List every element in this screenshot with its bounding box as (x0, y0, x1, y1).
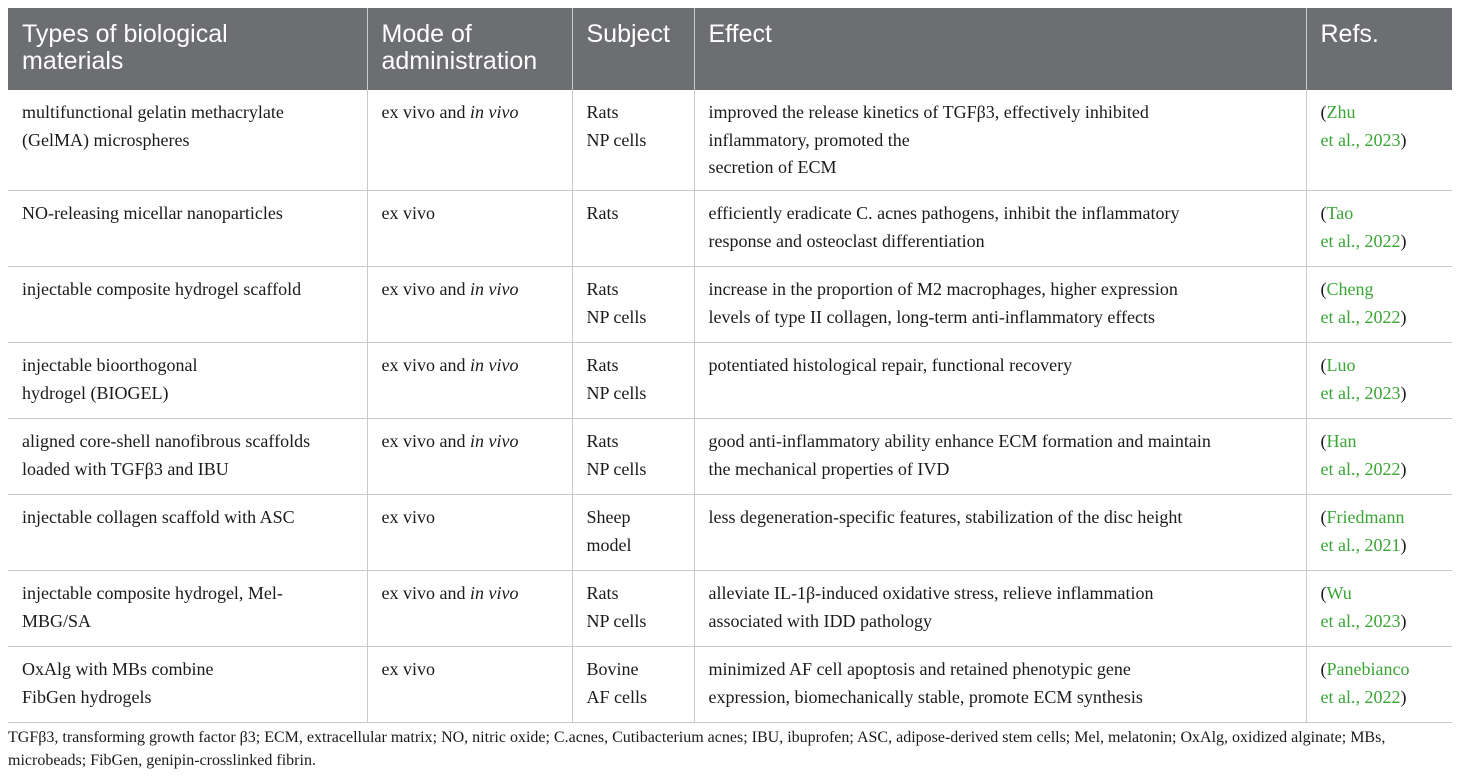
cell-subject-line: Rats (586, 431, 619, 451)
data-table (8, 8, 1452, 723)
ref-link-author[interactable]: Panebianco (1326, 659, 1410, 679)
cell-ref (1306, 343, 1452, 419)
cell-subject-line: AF cells (586, 686, 647, 707)
ref-line (1321, 352, 1441, 380)
cell-effect-line: the mechanical properties of IVD (708, 458, 950, 479)
table-row (8, 267, 1452, 343)
ref-link-author[interactable]: Friedmann (1326, 507, 1405, 527)
header-materials (8, 8, 367, 90)
cell-effect-line: secretion of ECM (708, 157, 837, 177)
cell-subject-line: Rats (586, 355, 619, 375)
ref-paren-open: ( (1320, 659, 1327, 679)
ref-link-author[interactable]: Cheng (1326, 279, 1374, 299)
cell-material-line: injectable bioorthogonal (22, 355, 198, 375)
cell-subject (572, 647, 694, 723)
ref-link-author[interactable]: Wu (1326, 583, 1352, 603)
mode-text: ex vivo (381, 507, 435, 527)
cell-subject-line: NP cells (586, 458, 647, 479)
cell-effect-line: good anti-inflammatory ability enhance ECM formation and maintain (708, 431, 1211, 451)
ref-paren-close: ) (1400, 534, 1407, 555)
cell-subject-line: NP cells (586, 610, 647, 631)
cell-effect (694, 90, 1306, 191)
table-row (8, 343, 1452, 419)
cell-material-line: multifunctional gelatin methacrylate (22, 102, 284, 122)
ref-link-year[interactable]: et al., 2022 (1320, 686, 1401, 707)
header-subject (572, 8, 694, 90)
header-row (8, 8, 1452, 90)
cell-mode (367, 647, 572, 723)
ref-line (1321, 684, 1441, 712)
mode-text: ex vivo and (381, 355, 470, 375)
ref-link-author[interactable]: Tao (1326, 203, 1354, 223)
cell-mode (367, 191, 572, 267)
header-text: materials (22, 47, 124, 75)
cell-material-line: loaded with TGFβ3 and IBU (22, 458, 229, 479)
mode-text: ex vivo and (381, 431, 470, 451)
mode-in-vivo: in vivo (469, 583, 519, 603)
cell-material-line: injectable collagen scaffold with ASC (22, 507, 295, 527)
ref-paren-close: ) (1400, 458, 1407, 479)
table-row (8, 647, 1452, 723)
cell-subject (572, 267, 694, 343)
cell-effect-line: inflammatory, promoted the (708, 129, 910, 150)
ref-line (1321, 200, 1441, 228)
cell-material-line: (GelMA) microspheres (22, 129, 190, 150)
ref-line (1321, 504, 1441, 532)
ref-line (1321, 580, 1441, 608)
cell-ref (1306, 191, 1452, 267)
header-effect (694, 8, 1306, 90)
cell-subject-line: Rats (586, 102, 619, 122)
cell-subject-line: NP cells (586, 129, 647, 150)
cell-effect-line: associated with IDD pathology (708, 610, 932, 631)
cell-material-line: FibGen hydrogels (22, 686, 152, 707)
header-text: Mode of (381, 20, 472, 48)
cell-effect-line: increase in the proportion of M2 macrophages, higher expression (708, 279, 1178, 299)
ref-link-author[interactable]: Han (1326, 431, 1357, 451)
cell-material (8, 419, 367, 495)
ref-paren-close: ) (1400, 230, 1407, 251)
cell-effect-line: less degeneration-specific features, stabilization of the disc height (708, 507, 1183, 527)
header-text: Refs. (1320, 20, 1379, 48)
ref-link-year[interactable]: et al., 2022 (1320, 230, 1401, 251)
ref-paren-open: ( (1320, 203, 1327, 223)
cell-material (8, 571, 367, 647)
cell-subject-line: NP cells (586, 382, 647, 403)
mode-text: ex vivo and (381, 102, 470, 122)
cell-subject-line: NP cells (586, 306, 647, 327)
table-row (8, 419, 1452, 495)
ref-line (1321, 228, 1441, 256)
ref-line (1321, 532, 1441, 560)
cell-effect-line: improved the release kinetics of TGFβ3, effectively inhibited (708, 102, 1149, 122)
ref-line (1321, 276, 1441, 304)
cell-effect (694, 191, 1306, 267)
mode-text: ex vivo (381, 203, 435, 223)
ref-line (1321, 656, 1441, 684)
cell-ref (1306, 495, 1452, 571)
cell-effect (694, 495, 1306, 571)
mode-in-vivo: in vivo (469, 355, 519, 375)
cell-subject-line: Bovine (586, 659, 639, 679)
ref-paren-open: ( (1320, 102, 1327, 122)
ref-line (1321, 456, 1441, 484)
ref-paren-open: ( (1320, 507, 1327, 527)
cell-mode (367, 90, 572, 191)
cell-effect-line: expression, biomechanically stable, promote ECM synthesis (708, 686, 1143, 707)
cell-effect-line: potentiated histological repair, functional recovery (708, 355, 1073, 375)
ref-paren-close: ) (1400, 382, 1407, 403)
ref-line (1321, 380, 1441, 408)
ref-paren-open: ( (1320, 355, 1327, 375)
cell-subject-line: Rats (586, 583, 619, 603)
cell-material-line: NO-releasing micellar nanoparticles (22, 203, 283, 223)
cell-material (8, 647, 367, 723)
ref-paren-open: ( (1320, 431, 1327, 451)
table-container (8, 8, 1452, 723)
table-row (8, 571, 1452, 647)
cell-mode (367, 267, 572, 343)
table-row (8, 90, 1452, 191)
mode-text: ex vivo (381, 659, 435, 679)
ref-link-author[interactable]: Zhu (1326, 102, 1356, 122)
cell-subject (572, 571, 694, 647)
mode-text: ex vivo and (381, 279, 470, 299)
ref-line (1321, 99, 1441, 127)
table-body (8, 90, 1452, 723)
cell-subject (572, 495, 694, 571)
ref-paren-close: ) (1400, 306, 1407, 327)
cell-material-line: injectable composite hydrogel, Mel- (22, 583, 283, 603)
cell-ref (1306, 647, 1452, 723)
ref-paren-open: ( (1320, 279, 1327, 299)
cell-effect (694, 419, 1306, 495)
cell-material-line: injectable composite hydrogel scaffold (22, 279, 302, 299)
header-refs (1306, 8, 1452, 90)
ref-link-year[interactable]: et al., 2023 (1320, 610, 1401, 631)
mode-in-vivo: in vivo (469, 431, 519, 451)
ref-link-year[interactable]: et al., 2023 (1320, 382, 1401, 403)
cell-subject-line: Sheep (586, 507, 631, 527)
ref-line (1321, 428, 1441, 456)
cell-mode (367, 419, 572, 495)
cell-material (8, 495, 367, 571)
cell-effect (694, 571, 1306, 647)
cell-effect (694, 267, 1306, 343)
cell-effect-line: levels of type II collagen, long-term anti-inflammatory effects (708, 306, 1156, 327)
header-text: Effect (708, 20, 772, 48)
header-mode (367, 8, 572, 90)
table-row (8, 191, 1452, 267)
cell-subject-line: model (586, 534, 632, 555)
table-footnote: TGFβ3, transforming growth factor β3; ECM, extracellular matrix; NO, nitric oxide; C.acnes, Cutibacterium acnes; IBU, ibuprofen; ASC, adipose-derived stem cells; Mel, melatonin; OxAlg, oxidized alginate; MBs, microbeads; FibGen, genipin-crosslinked fibrin. (8, 729, 1386, 769)
cell-ref (1306, 90, 1452, 191)
header-text: Types of biological (22, 20, 228, 48)
cell-subject-line: Rats (586, 203, 619, 223)
ref-link-author[interactable]: Luo (1326, 355, 1356, 375)
ref-link-year[interactable]: et al., 2022 (1320, 306, 1401, 327)
ref-link-year[interactable]: et al., 2022 (1320, 458, 1401, 479)
header-text: administration (381, 47, 538, 75)
cell-material (8, 191, 367, 267)
cell-ref (1306, 419, 1452, 495)
mode-text: ex vivo and (381, 583, 470, 603)
cell-effect (694, 343, 1306, 419)
ref-line (1321, 304, 1441, 332)
header-text: Subject (586, 20, 670, 48)
cell-material (8, 343, 367, 419)
ref-link-year[interactable]: et al., 2021 (1320, 534, 1401, 555)
cell-subject-line: Rats (586, 279, 619, 299)
cell-mode (367, 571, 572, 647)
cell-effect-line: efficiently eradicate C. acnes pathogens, inhibit the inflammatory (708, 203, 1180, 223)
cell-material-line: OxAlg with MBs combine (22, 659, 214, 679)
ref-paren-close: ) (1400, 129, 1407, 150)
mode-in-vivo: in vivo (469, 279, 519, 299)
cell-effect (694, 647, 1306, 723)
ref-line (1321, 127, 1441, 155)
cell-subject (572, 90, 694, 191)
cell-material-line: MBG/SA (22, 610, 92, 631)
cell-subject (572, 343, 694, 419)
table-row (8, 495, 1452, 571)
cell-effect-line: response and osteoclast differentiation (708, 230, 985, 251)
ref-link-year[interactable]: et al., 2023 (1320, 129, 1401, 150)
cell-material-line: hydrogel (BIOGEL) (22, 382, 169, 403)
ref-line (1321, 608, 1441, 636)
ref-paren-open: ( (1320, 583, 1327, 603)
cell-material (8, 267, 367, 343)
ref-paren-close: ) (1400, 686, 1407, 707)
cell-ref (1306, 571, 1452, 647)
cell-effect-line: minimized AF cell apoptosis and retained phenotypic gene (708, 659, 1131, 679)
cell-subject (572, 419, 694, 495)
cell-effect-line: alleviate IL-1β-induced oxidative stress, relieve inflammation (708, 583, 1154, 603)
cell-mode (367, 495, 572, 571)
mode-in-vivo: in vivo (469, 102, 519, 122)
cell-ref (1306, 267, 1452, 343)
cell-material-line: aligned core-shell nanofibrous scaffolds (22, 431, 311, 451)
cell-subject (572, 191, 694, 267)
cell-mode (367, 343, 572, 419)
cell-material (8, 90, 367, 191)
ref-paren-close: ) (1400, 610, 1407, 631)
table-header (8, 8, 1452, 90)
